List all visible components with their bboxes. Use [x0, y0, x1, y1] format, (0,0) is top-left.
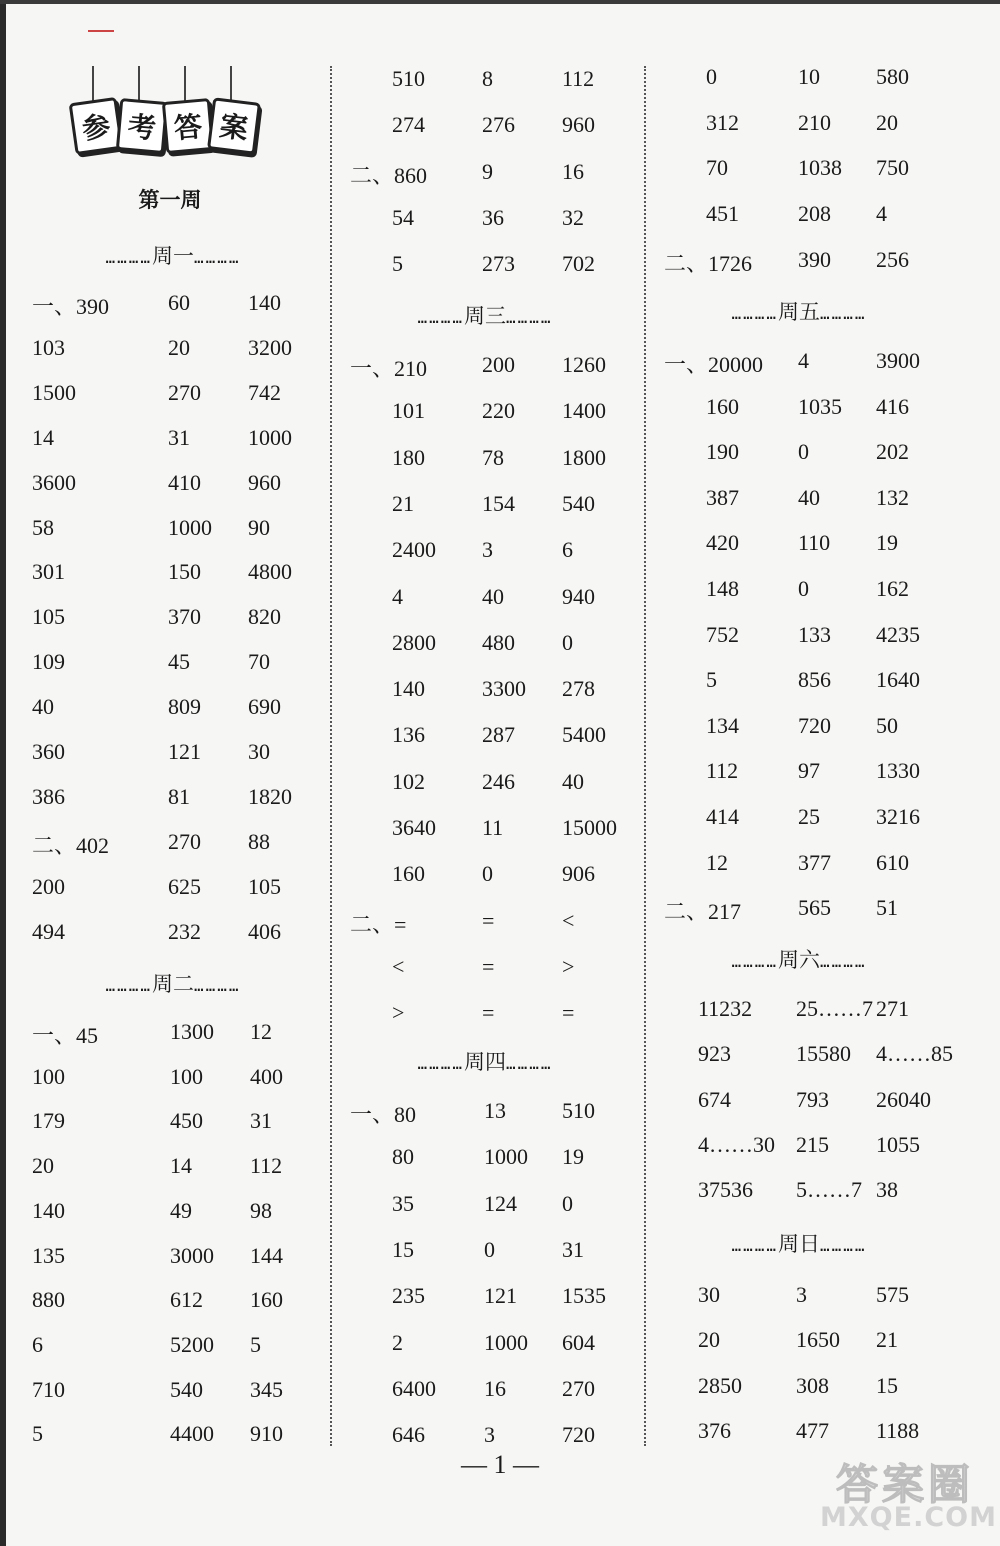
answer-cell: 710 — [32, 1376, 65, 1402]
answer-cell: 1500 — [32, 379, 76, 405]
answer-cell: 20 — [876, 109, 898, 135]
answer-cell: 2800 — [392, 629, 436, 655]
answer-cell: 1000 — [248, 424, 292, 450]
answer-cell: 0 — [562, 1190, 573, 1216]
answer-cell: = — [562, 1000, 575, 1026]
answer-cell: 0 — [482, 861, 493, 887]
dot-leader: ………… — [417, 1054, 464, 1073]
answer-cell: 3 — [484, 1422, 495, 1448]
answer-cell: 270 — [168, 828, 201, 854]
answer-cell: 1035 — [798, 393, 842, 419]
answer-cell: 400 — [250, 1063, 283, 1089]
answer-cell: 40 — [562, 768, 584, 794]
answer-cell: 179 — [32, 1108, 65, 1134]
answer-cell: 246 — [482, 768, 515, 794]
answer-cell: 15000 — [562, 815, 617, 840]
answer-cell: 4800 — [248, 559, 292, 585]
answer-cell: 10 — [798, 64, 820, 89]
answer-cell: 70 — [706, 155, 728, 181]
answer-cell: 1650 — [796, 1327, 840, 1353]
answer-cell: 1820 — [248, 783, 292, 809]
answer-cell: 370 — [168, 604, 201, 630]
page-edge — [0, 0, 6, 1546]
answer-cell: 35 — [392, 1190, 414, 1216]
answer-cell: 148 — [706, 576, 739, 601]
answer-cell: 14 — [170, 1153, 192, 1179]
answer-cell: 97 — [798, 758, 820, 784]
answer-cell: 494 — [32, 918, 65, 944]
answer-cell: 540 — [170, 1376, 203, 1402]
answer-cell: 906 — [562, 861, 595, 887]
answer-cell: 923 — [698, 1041, 731, 1067]
answer-cell: 5200 — [170, 1331, 214, 1357]
answer-cell: 1000 — [484, 1329, 528, 1355]
answer-cell: 一、210 — [350, 356, 428, 381]
answer-cell: 208 — [798, 201, 831, 227]
answer-cell: 105 — [32, 604, 65, 630]
answer-cell: 1640 — [876, 667, 920, 693]
answer-cell: 26040 — [876, 1086, 931, 1112]
answer-cell: 5……7 — [796, 1177, 862, 1203]
answer-cell: 742 — [248, 379, 281, 405]
answer-cell: 190 — [706, 439, 739, 465]
answer-cell: 160 — [706, 393, 739, 419]
answer-cell: 4 — [798, 348, 809, 373]
answer-cell: 575 — [876, 1282, 909, 1307]
answer-cell: 273 — [482, 251, 515, 277]
dot-leader: ………… — [820, 1236, 867, 1255]
answer-cell: 5400 — [562, 722, 606, 748]
dot-leader: ………… — [731, 1236, 778, 1255]
answer-cell: 276 — [482, 112, 515, 138]
watermark-url: MXQE.COM — [820, 1502, 997, 1533]
answer-cell: 410 — [168, 469, 201, 495]
answer-cell: 15 — [392, 1236, 414, 1262]
answer-cell: 200 — [482, 352, 515, 377]
answer-cell: 3300 — [482, 676, 526, 702]
answer-cell: 565 — [798, 895, 831, 921]
answer-cell: 121 — [484, 1283, 517, 1309]
dot-leader: ………… — [731, 952, 778, 971]
answer-cell: 270 — [562, 1375, 595, 1401]
answer-cell: 580 — [876, 64, 909, 89]
answer-cell: 135 — [32, 1242, 65, 1268]
answer-cell: 5 — [706, 667, 717, 693]
answer-cell: 1000 — [168, 514, 212, 540]
answer-cell: 720 — [798, 712, 831, 738]
answer-cell: 36 — [482, 204, 504, 230]
dot-leader: ………… — [731, 304, 778, 323]
answer-cell: 3640 — [392, 815, 436, 840]
dot-leader: ………… — [417, 308, 464, 327]
answer-cell: 19 — [562, 1144, 584, 1170]
watermark-text: 答案圈 — [835, 1460, 974, 1509]
answer-cell: 112 — [562, 66, 595, 91]
answer-cell: 256 — [876, 246, 909, 272]
answer-cell: 150 — [168, 559, 201, 585]
answer-cell: 一、390 — [32, 294, 110, 319]
answer-cell: 386 — [32, 783, 65, 809]
answer-cell: 6 — [32, 1331, 43, 1357]
answer-cell: 690 — [248, 694, 281, 720]
answer-cell: 19 — [876, 530, 898, 556]
answer-cell: 1260 — [562, 352, 606, 377]
answer-cell: 20 — [168, 334, 190, 360]
answer-cell: 21 — [392, 490, 414, 516]
answer-cell: 12 — [706, 849, 728, 875]
answer-cell: 88 — [248, 828, 270, 854]
answer-cell: 140 — [392, 676, 425, 702]
answer-cell: 4 — [392, 583, 403, 609]
answer-cell: 0 — [798, 576, 809, 601]
answer-cell: 78 — [482, 444, 504, 470]
hanging-string — [92, 66, 94, 102]
answer-cell: 105 — [248, 873, 281, 899]
answer-cell: 271 — [876, 996, 909, 1021]
answer-cell: 11232 — [698, 996, 753, 1021]
dot-leader: ………… — [820, 952, 867, 971]
answer-cell: 232 — [168, 918, 201, 944]
answer-cell: 345 — [250, 1376, 283, 1402]
answer-cell: 451 — [706, 201, 739, 227]
answer-cell: 2400 — [392, 537, 436, 563]
answer-cell: 80 — [392, 1144, 414, 1170]
answer-cell: 312 — [706, 109, 739, 135]
column-divider-2 — [644, 66, 646, 1446]
answer-cell: 16 — [484, 1375, 506, 1401]
answer-cell: 132 — [876, 484, 909, 510]
answer-cell: 406 — [248, 918, 281, 944]
answer-cell: 1000 — [484, 1144, 528, 1170]
answer-cell: 50 — [876, 712, 898, 738]
column-divider-1 — [330, 66, 332, 1446]
answer-cell: 750 — [876, 155, 909, 181]
answer-cell: 31 — [562, 1236, 584, 1262]
answer-cell: 390 — [798, 246, 831, 272]
page-top-border — [0, 0, 1000, 4]
answer-cell: 450 — [170, 1108, 203, 1134]
answer-cell: 1535 — [562, 1283, 606, 1309]
answer-cell: 16 — [562, 158, 584, 184]
answer-cell: 809 — [168, 694, 201, 720]
dot-leader: ………… — [105, 976, 152, 995]
day-header-fri — [674, 296, 924, 326]
answer-cell: 二、860 — [350, 162, 428, 188]
answer-cell: 3600 — [32, 469, 76, 495]
answer-cell: = — [482, 953, 495, 979]
answer-cell: 1330 — [876, 758, 920, 784]
dot-leader: ………… — [194, 248, 241, 267]
day-label: 周六 — [778, 948, 820, 972]
answer-cell: 610 — [876, 849, 909, 875]
hanging-string — [184, 66, 186, 102]
answer-cell: 二、= — [350, 911, 407, 937]
answer-cell: 1055 — [876, 1131, 920, 1157]
answer-cell: 215 — [796, 1131, 829, 1157]
answer-cell: 25……7 — [796, 996, 873, 1021]
answer-cell: 一、45 — [32, 1023, 99, 1048]
answer-cell: 140 — [248, 290, 281, 315]
answer-cell: 377 — [798, 849, 831, 875]
answer-cell: 9 — [482, 158, 493, 184]
answer-cell: 15 — [876, 1372, 898, 1398]
answer-cell: 109 — [32, 649, 65, 675]
answer-cell: 414 — [706, 804, 739, 829]
answer-cell: 4400 — [170, 1421, 214, 1447]
answer-cell: 270 — [168, 379, 201, 405]
answer-cell: 720 — [562, 1422, 595, 1448]
dot-leader: ………… — [506, 308, 553, 327]
day-header-sun — [674, 1228, 924, 1258]
answer-cell: 674 — [698, 1086, 731, 1112]
answer-cell: 100 — [170, 1063, 203, 1089]
answer-cell: 200 — [32, 873, 65, 899]
answer-cell: 5 — [250, 1331, 261, 1357]
answer-cell: 793 — [796, 1086, 829, 1112]
answer-cell: 140 — [32, 1197, 65, 1223]
corner-mark — [88, 30, 114, 32]
answer-cell: 45 — [168, 649, 190, 675]
answer-cell: 960 — [248, 469, 281, 495]
answer-cell: 274 — [392, 112, 425, 138]
answer-cell: 162 — [876, 576, 909, 601]
answer-cell: 416 — [876, 393, 909, 419]
answer-cell: 21 — [876, 1327, 898, 1353]
answer-cell: 40 — [32, 694, 54, 720]
answer-cell: 20 — [698, 1327, 720, 1353]
answer-cell: 一、20000 — [664, 352, 764, 377]
answer-cell: 820 — [248, 604, 281, 630]
answer-cell: 880 — [32, 1287, 65, 1313]
answer-cell: 40 — [482, 583, 504, 609]
answer-cell: 910 — [250, 1421, 283, 1447]
answer-cell: 40 — [798, 484, 820, 510]
day-label: 周五 — [778, 300, 820, 324]
answer-cell: 420 — [706, 530, 739, 556]
answer-cell: 11 — [482, 815, 504, 840]
hanging-string — [230, 66, 232, 102]
answer-cell: 38 — [876, 1177, 898, 1203]
answer-cell: 510 — [562, 1098, 595, 1123]
answer-cell: 13 — [484, 1098, 506, 1123]
answer-cell: 136 — [392, 722, 425, 748]
answer-cell: 102 — [392, 768, 425, 794]
answer-cell: 2850 — [698, 1372, 742, 1398]
answer-cell: 6 — [562, 537, 573, 563]
answer-cell: 540 — [562, 490, 595, 516]
answer-cell: 856 — [798, 667, 831, 693]
answer-cell: 5 — [32, 1421, 43, 1447]
day-header-thu — [360, 1046, 610, 1076]
answer-cell: 100 — [32, 1063, 65, 1089]
day-header-tue — [48, 968, 298, 998]
day-header-sat — [674, 944, 924, 974]
hanging-string — [138, 66, 140, 102]
answer-cell: 124 — [484, 1190, 517, 1216]
answer-cell: 480 — [482, 629, 515, 655]
day-label: 周三 — [464, 304, 506, 328]
answer-cell: 1038 — [798, 155, 842, 181]
answer-cell: 二、1726 — [664, 250, 753, 276]
answer-cell: 4 — [876, 201, 887, 227]
answer-cell: = — [482, 1000, 495, 1026]
answer-cell: 103 — [32, 334, 65, 360]
answer-cell: 134 — [706, 712, 739, 738]
answer-cell: 49 — [170, 1197, 192, 1223]
answer-cell: 301 — [32, 559, 65, 585]
answer-cell: = — [482, 907, 495, 933]
answer-cell: 8 — [482, 66, 493, 91]
answer-cell: 180 — [392, 444, 425, 470]
answer-cell: 30 — [248, 739, 270, 764]
answer-cell: 940 — [562, 583, 595, 609]
answer-cell: 60 — [168, 290, 190, 315]
title-tile: 答 — [162, 98, 214, 154]
dot-leader: ………… — [506, 1054, 553, 1073]
answer-cell: 144 — [250, 1242, 283, 1268]
answer-cell: 360 — [32, 739, 65, 764]
answer-title-banner — [66, 66, 262, 158]
answer-cell: < — [392, 953, 405, 979]
answer-cell: 110 — [798, 530, 831, 556]
answer-cell: 51 — [876, 895, 898, 921]
answer-cell: 278 — [562, 676, 595, 702]
answer-cell: > — [392, 1000, 405, 1026]
answer-cell: 112 — [250, 1153, 283, 1179]
day-label: 周日 — [778, 1232, 820, 1256]
answer-cell: 112 — [706, 758, 739, 784]
answer-cell: 58 — [32, 514, 54, 540]
answer-cell: 20 — [32, 1153, 54, 1179]
answer-cell: 612 — [170, 1287, 203, 1313]
answer-cell: 1400 — [562, 398, 606, 424]
answer-cell: 121 — [168, 739, 201, 764]
answer-cell: 二、402 — [32, 832, 110, 858]
answer-cell: 3 — [482, 537, 493, 563]
answer-cell: 14 — [32, 424, 54, 450]
answer-cell: < — [562, 907, 575, 933]
answer-cell: 1188 — [876, 1417, 920, 1443]
answer-cell: 376 — [698, 1417, 731, 1443]
answer-cell: 5 — [392, 251, 403, 277]
title-tile: 考 — [116, 98, 168, 154]
answer-cell: 98 — [250, 1197, 272, 1223]
day-label: 周四 — [464, 1050, 506, 1074]
answer-cell: 3900 — [876, 348, 920, 373]
day-header-wed — [360, 300, 610, 330]
answer-cell: 3200 — [248, 334, 292, 360]
answer-cell: 70 — [248, 649, 270, 675]
answer-cell: 604 — [562, 1329, 595, 1355]
page-number: — 1 — — [461, 1450, 539, 1479]
answer-cell: 0 — [706, 64, 717, 89]
day-label: 周二 — [152, 972, 194, 996]
answer-cell: 15580 — [796, 1041, 851, 1067]
dot-leader: ………… — [194, 976, 241, 995]
answer-cell: 32 — [562, 204, 584, 230]
dot-leader: ………… — [105, 248, 152, 267]
answer-cell: 1300 — [170, 1019, 214, 1044]
answer-cell: 625 — [168, 873, 201, 899]
answer-cell: 4……85 — [876, 1041, 953, 1067]
answer-cell: 4……30 — [698, 1131, 775, 1157]
answer-cell: 308 — [796, 1372, 829, 1398]
answer-cell: 220 — [482, 398, 515, 424]
answer-cell: 12 — [250, 1019, 272, 1044]
answer-cell: 2 — [392, 1329, 403, 1355]
answer-cell: 154 — [482, 490, 515, 516]
answer-cell: 25 — [798, 804, 820, 829]
answer-cell: 37536 — [698, 1177, 753, 1203]
title-tile: 参 — [69, 97, 124, 155]
answer-cell: 81 — [168, 783, 190, 809]
answer-cell: 646 — [392, 1422, 425, 1448]
answer-cell: 210 — [798, 109, 831, 135]
answer-cell: 702 — [562, 251, 595, 277]
answer-cell: 960 — [562, 112, 595, 138]
answer-cell: 90 — [248, 514, 270, 540]
answer-cell: 0 — [484, 1236, 495, 1262]
watermark-logo — [820, 1452, 997, 1538]
answer-cell: 3216 — [876, 804, 920, 829]
answer-cell: 752 — [706, 621, 739, 647]
answer-cell: 235 — [392, 1283, 425, 1309]
answer-cell: 202 — [876, 439, 909, 465]
answer-cell: 二、217 — [664, 899, 742, 925]
answer-cell: 4235 — [876, 621, 920, 647]
dot-leader: ………… — [820, 304, 867, 323]
answer-cell: 101 — [392, 398, 425, 424]
answer-cell: 3000 — [170, 1242, 214, 1268]
answer-cell: 1800 — [562, 444, 606, 470]
answer-cell: 160 — [392, 861, 425, 887]
answer-cell: 160 — [250, 1287, 283, 1313]
week-title: 第一周 — [138, 188, 202, 212]
answer-cell: 287 — [482, 722, 515, 748]
day-header-mon — [48, 240, 298, 270]
title-tile: 案 — [207, 97, 261, 154]
answer-cell: 0 — [562, 629, 573, 655]
answer-cell: 0 — [798, 439, 809, 465]
answer-cell: 387 — [706, 484, 739, 510]
answer-cell: 6400 — [392, 1375, 436, 1401]
answer-cell: 510 — [392, 66, 425, 91]
answer-cell: 一、80 — [350, 1102, 417, 1127]
answer-cell: 133 — [798, 621, 831, 647]
answer-cell: 31 — [168, 424, 190, 450]
answer-cell: 477 — [796, 1417, 829, 1443]
answer-cell: 3 — [796, 1282, 807, 1307]
answer-cell: 30 — [698, 1282, 720, 1307]
answer-cell: 54 — [392, 204, 414, 230]
answer-cell: > — [562, 953, 575, 979]
answer-cell: 31 — [250, 1108, 272, 1134]
day-label: 周一 — [152, 244, 194, 268]
